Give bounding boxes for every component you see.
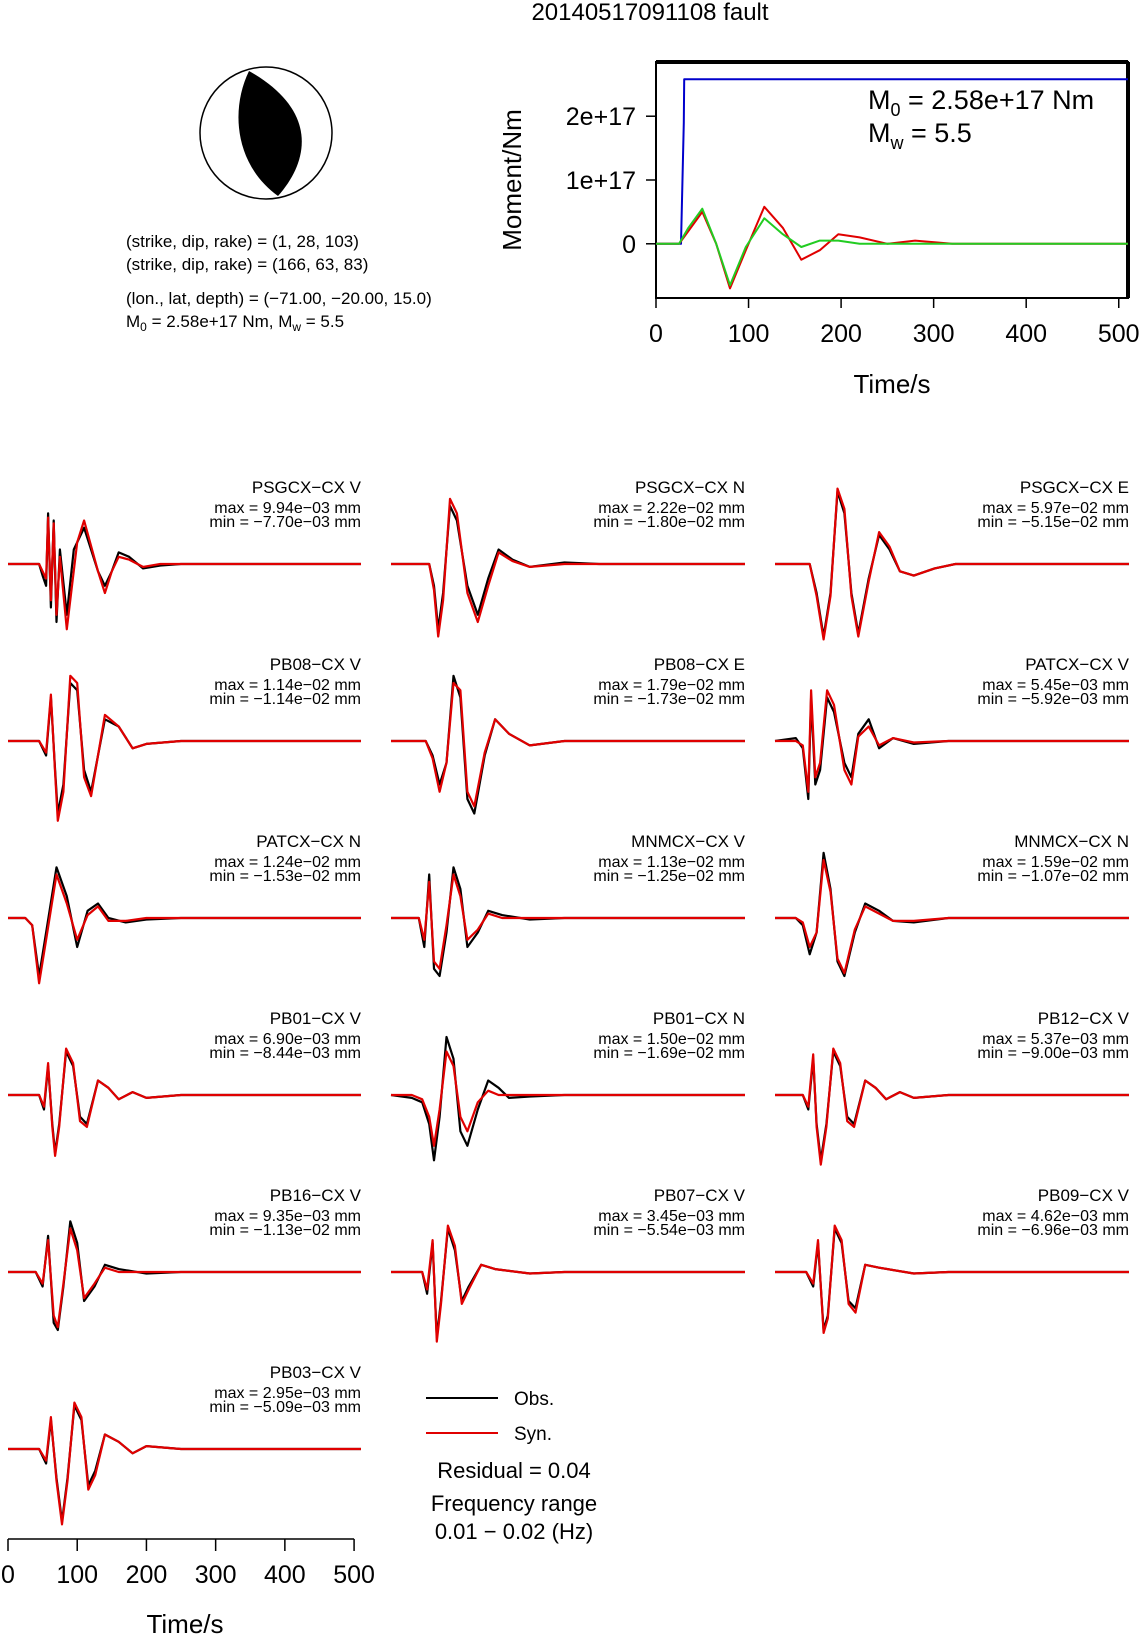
synthetic-trace xyxy=(8,518,361,630)
moment-y-tick-label: 0 xyxy=(622,230,636,259)
moment-x-tick-label: 200 xyxy=(820,320,862,348)
station-label: PSGCX−CX V xyxy=(251,478,361,497)
station-label: PB01−CX N xyxy=(652,1009,745,1028)
waveform-panel xyxy=(8,832,361,983)
min-amplitude: min = −5.54e−03 mm xyxy=(593,1222,745,1239)
max-amplitude: max = 1.79e−02 mm xyxy=(598,677,745,694)
time-axis-tick-label: 200 xyxy=(125,1561,168,1589)
station-label: PSGCX−CX N xyxy=(634,478,745,497)
min-amplitude: min = −1.13e−02 mm xyxy=(209,1222,361,1239)
time-axis-tick-label: 100 xyxy=(56,1561,99,1589)
station-label: PATCX−CX V xyxy=(1025,655,1129,674)
focal-info xyxy=(126,232,432,334)
max-amplitude: max = 1.14e−02 mm xyxy=(214,677,361,694)
moment-info: $M_0 = 2.58e+17$ Nm, $M_w = 5.5$ xyxy=(126,312,345,334)
min-amplitude: min = −5.15e−02 mm xyxy=(977,514,1129,531)
station-label: PB07−CX V xyxy=(653,1186,745,1205)
min-amplitude: min = −5.09e−03 mm xyxy=(209,1399,361,1416)
station-label: MNMCX−CX N xyxy=(1014,832,1129,851)
min-amplitude: min = −7.70e−03 mm xyxy=(209,514,361,531)
observed-trace xyxy=(391,1229,745,1338)
max-amplitude: max = 5.37e−03 mm xyxy=(982,1031,1129,1048)
max-amplitude: max = 9.35e−03 mm xyxy=(214,1208,361,1225)
station-label: PB16−CX V xyxy=(269,1186,361,1205)
max-amplitude: max = 1.24e−02 mm xyxy=(214,854,361,871)
station-label: PSGCX−CX E xyxy=(1019,478,1129,497)
moment-y-tick-label: 1e+17 xyxy=(565,167,636,195)
waveform-panel xyxy=(391,1186,746,1342)
moment-y-tick-label: 2e+17 xyxy=(565,103,636,132)
station-label: PB08−CX V xyxy=(269,655,361,674)
synthetic-trace xyxy=(391,1052,745,1146)
legend-syn-label: Syn. xyxy=(514,1424,553,1445)
waveform-panel xyxy=(8,1009,362,1156)
min-amplitude: min = −1.80e−02 mm xyxy=(593,514,745,531)
max-amplitude: max = 3.45e−03 mm xyxy=(598,1208,745,1225)
synthetic-trace xyxy=(775,1226,1129,1333)
station-label: PB08−CX E xyxy=(653,655,745,674)
waveform-panel xyxy=(391,655,745,814)
station-label: PATCX−CX N xyxy=(256,832,361,851)
moment-x-tick-label: 500 xyxy=(1097,320,1140,348)
waveform-panel xyxy=(391,478,745,637)
moment-annotation-mw: $M_w = 5.5$ xyxy=(868,118,972,153)
moment-x-tick-label: 0 xyxy=(649,320,663,348)
min-amplitude: min = −5.92e−03 mm xyxy=(977,691,1129,708)
time-axis-tick-label: 400 xyxy=(264,1561,306,1589)
max-amplitude: max = 1.13e−02 mm xyxy=(598,854,745,871)
time-axis-tick-label: 500 xyxy=(333,1561,375,1589)
min-amplitude: min = −6.96e−03 mm xyxy=(977,1222,1129,1239)
min-amplitude: min = −1.25e−02 mm xyxy=(593,868,745,885)
waveform-panel xyxy=(775,832,1129,976)
moment-annotation-m0: $M_0 = 2.58e+17$ Nm xyxy=(868,85,1095,120)
max-amplitude: max = 9.94e−03 mm xyxy=(214,500,361,517)
min-amplitude: min = −1.69e−02 mm xyxy=(593,1045,745,1062)
waveform-panel xyxy=(8,478,362,629)
waveform-panel xyxy=(8,655,362,821)
station-label: PB01−CX V xyxy=(269,1009,361,1028)
observed-trace xyxy=(775,698,1129,800)
station-label: MNMCX−CX V xyxy=(631,832,745,851)
waveform-panel xyxy=(775,655,1130,799)
moment-x-tick-label: 300 xyxy=(912,320,955,348)
waveform-panel xyxy=(775,1009,1130,1165)
max-amplitude: max = 5.97e−02 mm xyxy=(982,500,1129,517)
waveform-panel xyxy=(391,1009,745,1160)
moment-y-axis-label: Moment/Nm xyxy=(497,109,527,251)
time-axis-tick-label: 0 xyxy=(1,1561,15,1589)
synthetic-trace xyxy=(775,1049,1129,1165)
moment-chart xyxy=(497,62,1140,399)
min-amplitude: min = −1.53e−02 mm xyxy=(209,868,361,885)
max-amplitude: max = 5.45e−03 mm xyxy=(982,677,1129,694)
max-amplitude: max = 6.90e−03 mm xyxy=(214,1031,361,1048)
min-amplitude: min = −9.00e−03 mm xyxy=(977,1045,1129,1062)
waveform-panel xyxy=(391,832,746,976)
residual-text: Residual = 0.04 xyxy=(437,1458,591,1483)
max-amplitude: max = 4.62e−03 mm xyxy=(982,1208,1129,1225)
max-amplitude: max = 1.59e−02 mm xyxy=(982,854,1129,871)
min-amplitude: min = −8.44e−03 mm xyxy=(209,1045,361,1062)
frequency-range-label: Frequency range xyxy=(430,1491,598,1516)
time-axis-tick-label: 300 xyxy=(194,1561,237,1589)
synthetic-trace xyxy=(8,875,361,984)
waveform-panels xyxy=(8,478,1130,1524)
figure-title: 20140517091108 fault xyxy=(531,0,769,26)
max-amplitude: max = 2.95e−03 mm xyxy=(214,1385,361,1402)
min-amplitude: min = −1.07e−02 mm xyxy=(977,868,1129,885)
station-label: PB12−CX V xyxy=(1037,1009,1129,1028)
frequency-range-value: 0.01 − 0.02 (Hz) xyxy=(434,1519,594,1544)
min-amplitude: min = −1.73e−02 mm xyxy=(593,691,745,708)
waveform-time-axis xyxy=(1,1539,375,1635)
focal-plane-2: (strike, dip, rake) = (166, 63, 83) xyxy=(126,255,369,274)
waveform-panel xyxy=(8,1186,362,1330)
time-axis-label: Time/s xyxy=(146,1609,224,1635)
moment-x-tick-label: 100 xyxy=(727,320,770,348)
waveform-panel xyxy=(8,1363,362,1524)
min-amplitude: min = −1.14e−02 mm xyxy=(209,691,361,708)
focal-plane-1: (strike, dip, rake) = (1, 28, 103) xyxy=(126,232,359,251)
legend-obs-label: Obs. xyxy=(514,1389,555,1410)
synthetic-trace xyxy=(391,1226,745,1342)
waveform-panel xyxy=(775,478,1129,639)
synthetic-trace xyxy=(8,1049,361,1156)
station-label: PB03−CX V xyxy=(269,1363,361,1382)
legend xyxy=(426,1389,597,1544)
max-amplitude: max = 1.50e−02 mm xyxy=(598,1031,745,1048)
max-amplitude: max = 2.22e−02 mm xyxy=(598,500,745,517)
station-label: PB09−CX V xyxy=(1037,1186,1129,1205)
waveform-panel xyxy=(775,1186,1130,1333)
hypocenter-info: (lon., lat, depth) = (−71.00, −20.00, 15.0) xyxy=(126,289,432,308)
observed-trace xyxy=(8,1406,361,1522)
moment-series-green xyxy=(656,209,1128,286)
focal-mechanism-beachball xyxy=(200,67,332,199)
synthetic-trace xyxy=(391,875,745,969)
moment-x-axis-label: Time/s xyxy=(853,369,931,399)
moment-x-tick-label: 400 xyxy=(1005,320,1048,348)
